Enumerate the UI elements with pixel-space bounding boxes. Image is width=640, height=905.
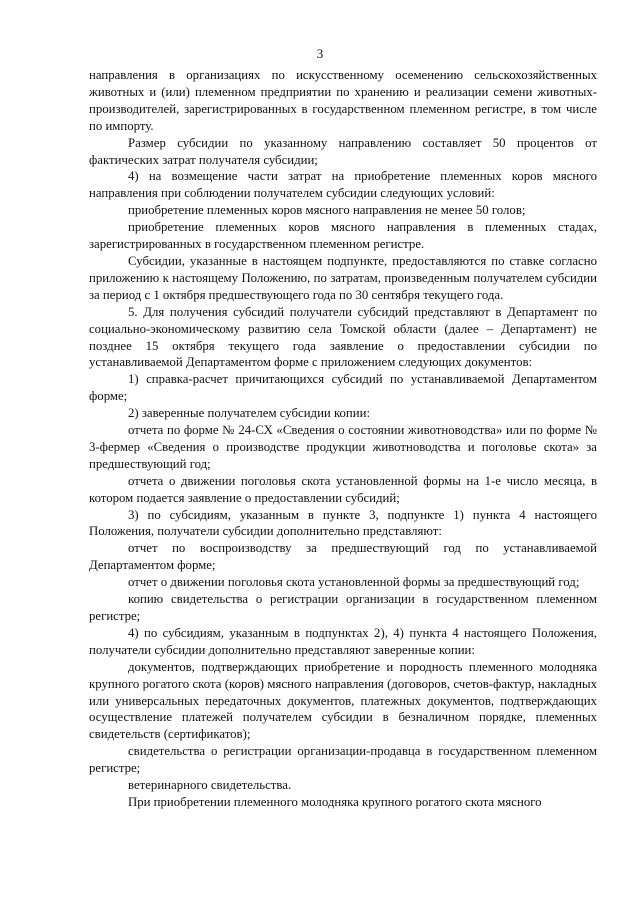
paragraph-doc-3: 3) по субсидиям, указанным в пункте 3, подпункте 1) пункта 4 настоящего Положения, получатели субсидии дополнительно представляют:: [89, 507, 597, 539]
document-body: [89, 67, 597, 811]
paragraph-seller-registration: свидетельства о регистрации организации-продавца в государственном племенном регистре;: [89, 744, 597, 776]
paragraph-subsidy-size: Размер субсидии по указанному направлению составляет 50 процентов от фактических затрат получателя субсидии;: [89, 135, 597, 167]
paragraph-last-line: При приобретении племенного молодняка крупного рогатого скота мясного: [128, 794, 542, 809]
paragraph-doc-4: 4) по субсидиям, указанным в подпунктах 2), 4) пункта 4 настоящего Положения, получатели субсидии дополнительно представляют заверенные копии:: [89, 625, 597, 657]
paragraph-condition-1: приобретение племенных коров мясного направления не менее 50 голов;: [128, 203, 526, 218]
paragraph-section-5: 5. Для получения субсидий получатели субсидий представляют в Департамент по социально-экономическому развитию села Томской области (далее – Департамент) не позднее 15 октября текущего года заявление о предоставлении субсидии по устанавливаемой Департаментом форме с приложением следующих документов:: [89, 304, 597, 370]
paragraph-purchase-documents: документов, подтверждающих приобретение и породность племенного молодняка крупного рогатого скота (коров) мясного направления (договоров, счетов-фактур, накладных или универсальных передаточных документов, платежных документов, подтверждающих осуществление платежей получателем субсидии в безналичном порядке, племенных свидетельств (сертификатов);: [89, 659, 597, 742]
paragraph-report-movement: отчета о движении поголовья скота установленной формы на 1-е число месяца, в котором подается заявление о предоставлении субсидий;: [89, 473, 597, 505]
paragraph-condition-2: приобретение племенных коров мясного направления в племенных стадах, зарегистрированных в государственном племенном регистре.: [89, 220, 597, 252]
paragraph-doc-2: 2) заверенные получателем субсидии копии:: [128, 406, 371, 421]
paragraph-report-24sh: отчета по форме № 24-СХ «Сведения о состоянии животноводства» или по форме № 3-фермер «Сведения о производстве продукции животноводства и поголовье скота» за предшествующий год;: [89, 423, 597, 471]
paragraph-report-movement-year: отчет о движении поголовья скота установленной формы за предшествующий год;: [128, 575, 580, 590]
page-number: 3: [316, 46, 324, 61]
paragraph-vet-certificate: ветеринарного свидетельства.: [128, 778, 292, 793]
paragraph-continuation: направления в организациях по искусственному осеменению сельскохозяйственных животных и (или) племенном предприятии по хранению и реализации семени животных-производителей, зарегистрированных в государственном племенном регистре, в том числе по импорту.: [89, 68, 597, 133]
paragraph-report-reproduction: отчет по воспроизводству за предшествующий год по устанавливаемой Департаментом форме;: [89, 541, 597, 573]
paragraph-subsidy-rate: Субсидии, указанные в настоящем подпункте, предоставляются по ставке согласно приложению к настоящему Положению, по затратам, произведенным получателем субсидии за период с 1 октября предшествующего года по 30 сентября текущего года.: [89, 253, 597, 302]
paragraph-item-4: 4) на возмещение части затрат на приобретение племенных коров мясного направления при соблюдении получателем субсидии следующих условий:: [89, 169, 597, 201]
paragraph-doc-1: 1) справка-расчет причитающихся субсидий по устанавливаемой Департаментом форме;: [89, 372, 597, 404]
paragraph-registration-copy: копию свидетельства о регистрации организации в государственном племенном регистре;: [89, 592, 597, 623]
